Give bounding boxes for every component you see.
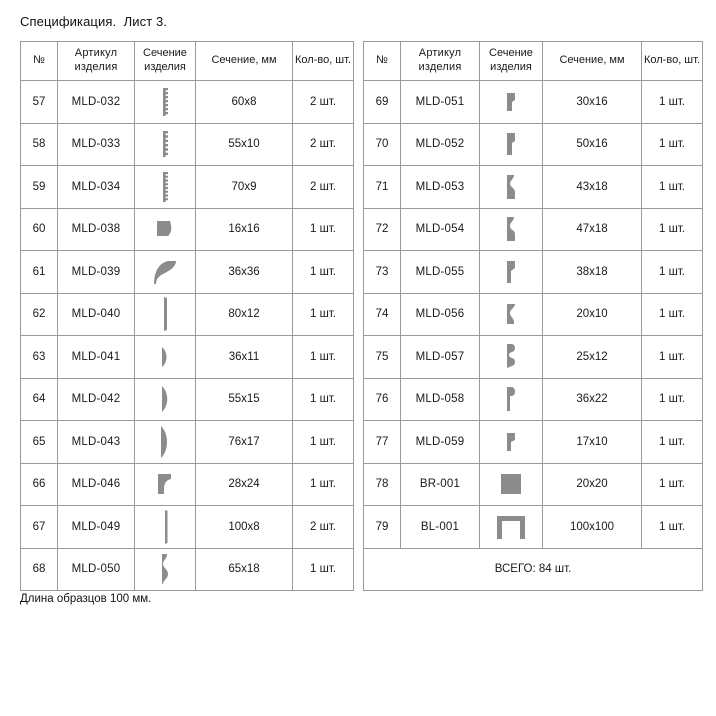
cell-article: MLD-032 [58,81,135,124]
cell-section-dimensions: 25x12 [543,336,642,379]
cell-quantity: 1 шт. [293,336,354,379]
cell-profile-shape [480,123,543,166]
column-header-article-line1: Артикул [74,47,118,60]
cell-profile-shape [480,463,543,506]
cell-article: MLD-053 [401,166,480,209]
cell-profile-shape [480,506,543,549]
cell-section-dimensions: 20x10 [543,293,642,336]
column-header-shape-line1: Сечение [143,47,187,60]
cell-number: 60 [21,208,58,251]
cell-number: 73 [364,251,401,294]
cell-article: MLD-038 [58,208,135,251]
cell-profile-shape [480,208,543,251]
column-header-quantity: Кол-во, шт. [642,42,703,81]
table-header-right [364,42,703,81]
cell-article: MLD-042 [58,378,135,421]
cell-article: MLD-057 [401,336,480,379]
bullnose-76x17-icon [135,421,195,463]
cell-article: MLD-056 [401,293,480,336]
cell-profile-shape [135,548,196,591]
cell-article: MLD-033 [58,123,135,166]
step-profile-50x16-icon [480,124,542,166]
ogee-profile-43x18-icon [480,166,542,208]
cell-section-dimensions: 17x10 [543,421,642,464]
cell-section-dimensions: 30x16 [543,81,642,124]
cell-article: BR-001 [401,463,480,506]
cell-profile-shape [135,463,196,506]
step-profile-30x16-icon [480,81,542,123]
cell-quantity: 1 шт. [293,251,354,294]
cell-section-dimensions: 60x8 [196,81,293,124]
cell-profile-shape [480,378,543,421]
cell-quantity: 1 шт. [642,123,703,166]
page-title: Спецификация. Лист 3. [20,14,168,29]
table-row [364,81,703,124]
cell-article: MLD-059 [401,421,480,464]
cell-article: MLD-041 [58,336,135,379]
cell-article: MLD-049 [58,506,135,549]
header-row [21,42,354,81]
cell-section-dimensions: 76x17 [196,421,293,464]
cell-section-dimensions: 36x11 [196,336,293,379]
step-profile-17x10-icon [480,421,542,463]
table-row [21,336,354,379]
cell-number: 76 [364,378,401,421]
table-row [364,378,703,421]
cell-profile-shape [135,506,196,549]
cell-profile-shape [480,421,543,464]
round-ogee-36x22-icon [480,379,542,421]
specification-table-right [363,41,703,591]
ribbed-strip-60x8-icon [135,81,195,123]
column-header-shape [480,42,543,81]
cell-profile-shape [480,336,543,379]
cell-number: 61 [21,251,58,294]
cell-profile-shape [135,378,196,421]
cell-quantity: 1 шт. [293,548,354,591]
cell-article: BL-001 [401,506,480,549]
cell-quantity: 1 шт. [293,463,354,506]
cell-number: 71 [364,166,401,209]
cell-article: MLD-055 [401,251,480,294]
table-row [21,123,354,166]
table-row [364,251,703,294]
cell-article: MLD-052 [401,123,480,166]
footnote-sample-length: Длина образцов 100 мм. [20,593,152,605]
cell-section-dimensions: 65x18 [196,548,293,591]
step-cove-28x24-icon [135,464,195,506]
table-row [21,378,354,421]
cell-quantity: 1 шт. [642,506,703,549]
cell-article: MLD-039 [58,251,135,294]
cell-quantity: 2 шт. [293,166,354,209]
ogee-profile-47x18-icon [480,209,542,251]
cell-article: MLD-054 [401,208,480,251]
table-row [21,166,354,209]
ogee-profile-20x10-icon [480,294,542,336]
cell-quantity: 1 шт. [642,166,703,209]
cell-article: MLD-034 [58,166,135,209]
table-body-right [364,81,703,591]
cell-number: 77 [364,421,401,464]
cell-number: 78 [364,463,401,506]
ribbed-strip-70x9-icon [135,166,195,208]
solid-square-20x20-icon [480,464,542,506]
cell-number: 75 [364,336,401,379]
table-row [21,208,354,251]
cell-section-dimensions: 55x15 [196,378,293,421]
cell-quantity: 1 шт. [293,208,354,251]
column-header-shape-line2: изделия [144,61,186,73]
channel-100x100-icon [480,506,542,548]
cell-number: 59 [21,166,58,209]
total-quantity-label: ВСЕГО: 84 шт. [364,548,703,591]
cell-profile-shape [135,208,196,251]
ogee-65x18-icon [135,549,195,591]
column-header-number: № [364,42,401,81]
cell-profile-shape [135,336,196,379]
cove-36x36-icon [135,251,195,293]
column-header-quantity: Кол-во, шт. [293,42,354,81]
cell-quantity: 1 шт. [642,336,703,379]
cell-section-dimensions: 50x16 [543,123,642,166]
cell-quantity: 1 шт. [293,293,354,336]
table-row [364,506,703,549]
column-header-article-line2: изделия [74,61,118,73]
double-ogee-25x12-icon [480,336,542,378]
column-header-article [401,42,480,81]
cell-article: MLD-043 [58,421,135,464]
table-row [364,208,703,251]
ribbed-strip-55x10-icon [135,124,195,166]
cell-article: MLD-040 [58,293,135,336]
cell-article: MLD-046 [58,463,135,506]
table-row [364,293,703,336]
quarter-block-16x16-icon [135,209,195,251]
table-row [21,506,354,549]
cell-quantity: 2 шт. [293,123,354,166]
cell-profile-shape [135,421,196,464]
column-header-section: Сечение, мм [196,42,293,81]
step-profile-38x18-icon [480,251,542,293]
cell-profile-shape [135,166,196,209]
cell-number: 63 [21,336,58,379]
table-row [364,463,703,506]
table-row [21,251,354,294]
column-header-shape [135,42,196,81]
cell-quantity: 1 шт. [642,463,703,506]
table-row [364,123,703,166]
cell-quantity: 1 шт. [642,421,703,464]
cell-number: 64 [21,378,58,421]
cell-number: 72 [364,208,401,251]
cell-number: 68 [21,548,58,591]
cell-article: MLD-050 [58,548,135,591]
cell-profile-shape [135,123,196,166]
cell-profile-shape [480,251,543,294]
flat-strip-80x12-icon [135,294,195,336]
cell-number: 62 [21,293,58,336]
column-header-article-line1: Артикул [418,47,462,60]
cell-quantity: 1 шт. [293,421,354,464]
table-row [21,548,354,591]
bullnose-36x11-icon [135,336,195,378]
cell-quantity: 1 шт. [642,251,703,294]
specification-table-left [20,41,354,591]
cell-number: 65 [21,421,58,464]
column-header-article [58,42,135,81]
table-header-left [21,42,354,81]
cell-quantity: 1 шт. [642,81,703,124]
cell-section-dimensions: 100x100 [543,506,642,549]
cell-article: MLD-058 [401,378,480,421]
column-header-shape-line2: изделия [490,61,532,73]
column-header-shape-line1: Сечение [489,47,533,60]
table-total-row [364,548,703,591]
cell-profile-shape [480,293,543,336]
cell-section-dimensions: 43x18 [543,166,642,209]
cell-quantity: 1 шт. [642,378,703,421]
cell-quantity: 2 шт. [293,81,354,124]
cell-number: 79 [364,506,401,549]
cell-section-dimensions: 55x10 [196,123,293,166]
cell-section-dimensions: 20x20 [543,463,642,506]
cell-number: 57 [21,81,58,124]
flat-strip-100x8-icon [135,506,195,548]
cell-number: 70 [364,123,401,166]
cell-profile-shape [135,81,196,124]
cell-article: MLD-051 [401,81,480,124]
cell-quantity: 1 шт. [293,378,354,421]
table-body-left [21,81,354,591]
column-header-section: Сечение, мм [543,42,642,81]
cell-section-dimensions: 70x9 [196,166,293,209]
cell-quantity: 1 шт. [642,208,703,251]
cell-section-dimensions: 100x8 [196,506,293,549]
cell-section-dimensions: 36x22 [543,378,642,421]
cell-number: 67 [21,506,58,549]
cell-number: 66 [21,463,58,506]
table-row [21,81,354,124]
table-row [21,463,354,506]
cell-section-dimensions: 36x36 [196,251,293,294]
table-row [364,336,703,379]
table-row [364,166,703,209]
table-row [364,421,703,464]
bullnose-55x15-icon [135,379,195,421]
cell-quantity: 2 шт. [293,506,354,549]
cell-number: 58 [21,123,58,166]
column-header-number: № [21,42,58,81]
column-header-article-line2: изделия [418,61,462,73]
table-row [21,421,354,464]
cell-quantity: 1 шт. [642,293,703,336]
cell-number: 69 [364,81,401,124]
cell-profile-shape [480,81,543,124]
cell-section-dimensions: 80x12 [196,293,293,336]
cell-section-dimensions: 47x18 [543,208,642,251]
cell-profile-shape [135,251,196,294]
cell-section-dimensions: 28x24 [196,463,293,506]
cell-section-dimensions: 38x18 [543,251,642,294]
cell-section-dimensions: 16x16 [196,208,293,251]
table-row [21,293,354,336]
header-row [364,42,703,81]
cell-profile-shape [480,166,543,209]
cell-profile-shape [135,293,196,336]
cell-number: 74 [364,293,401,336]
